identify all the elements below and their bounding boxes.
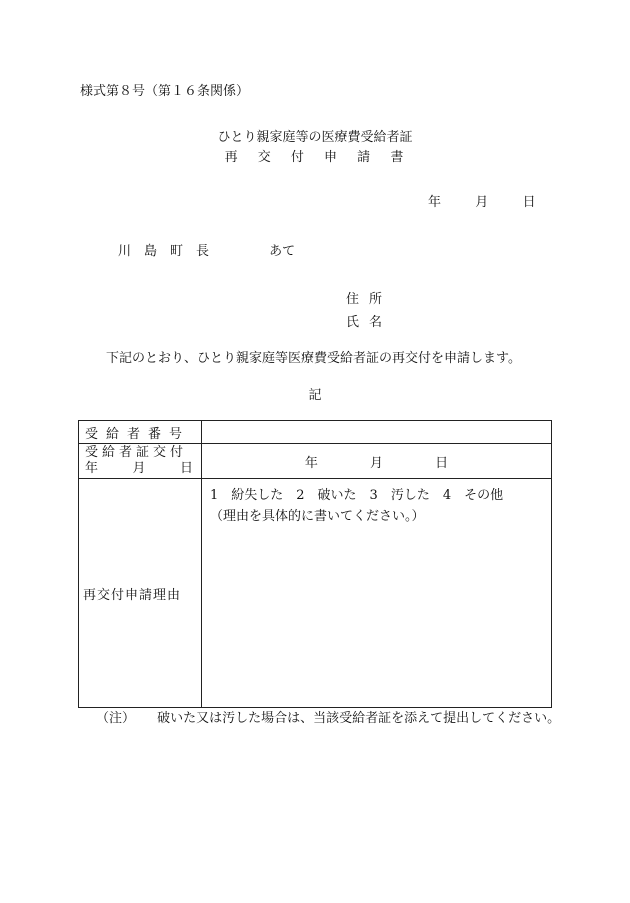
address-label: 住所	[346, 292, 393, 307]
table-row	[79, 479, 552, 708]
date-year-label: 年	[428, 195, 442, 210]
reason-options: 1 紛失した 2 破いた 3 汚した 4 その他	[210, 488, 504, 503]
reason-instruction: （理由を具体的に書いてください。）	[210, 509, 425, 524]
issue-date-label	[79, 444, 202, 479]
reason-field[interactable]	[202, 479, 552, 708]
table-row	[79, 444, 552, 479]
form-number: 様式第８号（第１６条関係）	[80, 84, 250, 99]
ki-heading: 記	[308, 388, 322, 403]
issue-date-label-month: 月	[132, 461, 146, 476]
name-label: 氏名	[346, 315, 393, 330]
document-subtitle: 再 交 付 申 請 書	[224, 150, 406, 165]
date-line	[428, 191, 536, 210]
addressee	[118, 240, 295, 259]
issue-date-label-year: 年	[85, 461, 99, 476]
addressee-suffix: あて	[269, 244, 296, 259]
reason-label: 再交付申請理由	[79, 479, 202, 708]
note-text: 破いた又は汚した場合は、当該受給者証を添えて提出してください。	[157, 711, 561, 726]
application-table	[78, 420, 552, 708]
recipient-number-field[interactable]	[202, 421, 552, 444]
addressee-name: 川 島 町 長	[118, 244, 210, 259]
document-title: ひとり親家庭等の医療費受給者証	[217, 130, 413, 145]
issue-date-field[interactable]: 年 月 日	[202, 444, 552, 479]
issue-date-label-line1: 受給者証交付	[85, 445, 188, 460]
table-row	[79, 421, 552, 444]
application-statement: 下記のとおり、ひとり親家庭等医療費受給者証の再交付を申請します。	[106, 351, 521, 366]
note-label: （注）	[96, 711, 136, 726]
date-month-label: 月	[475, 195, 489, 210]
recipient-number-label: 受給者番号	[79, 421, 202, 444]
date-day-label: 日	[522, 195, 536, 210]
issue-date-label-day: 日	[179, 461, 193, 476]
note	[96, 707, 560, 726]
